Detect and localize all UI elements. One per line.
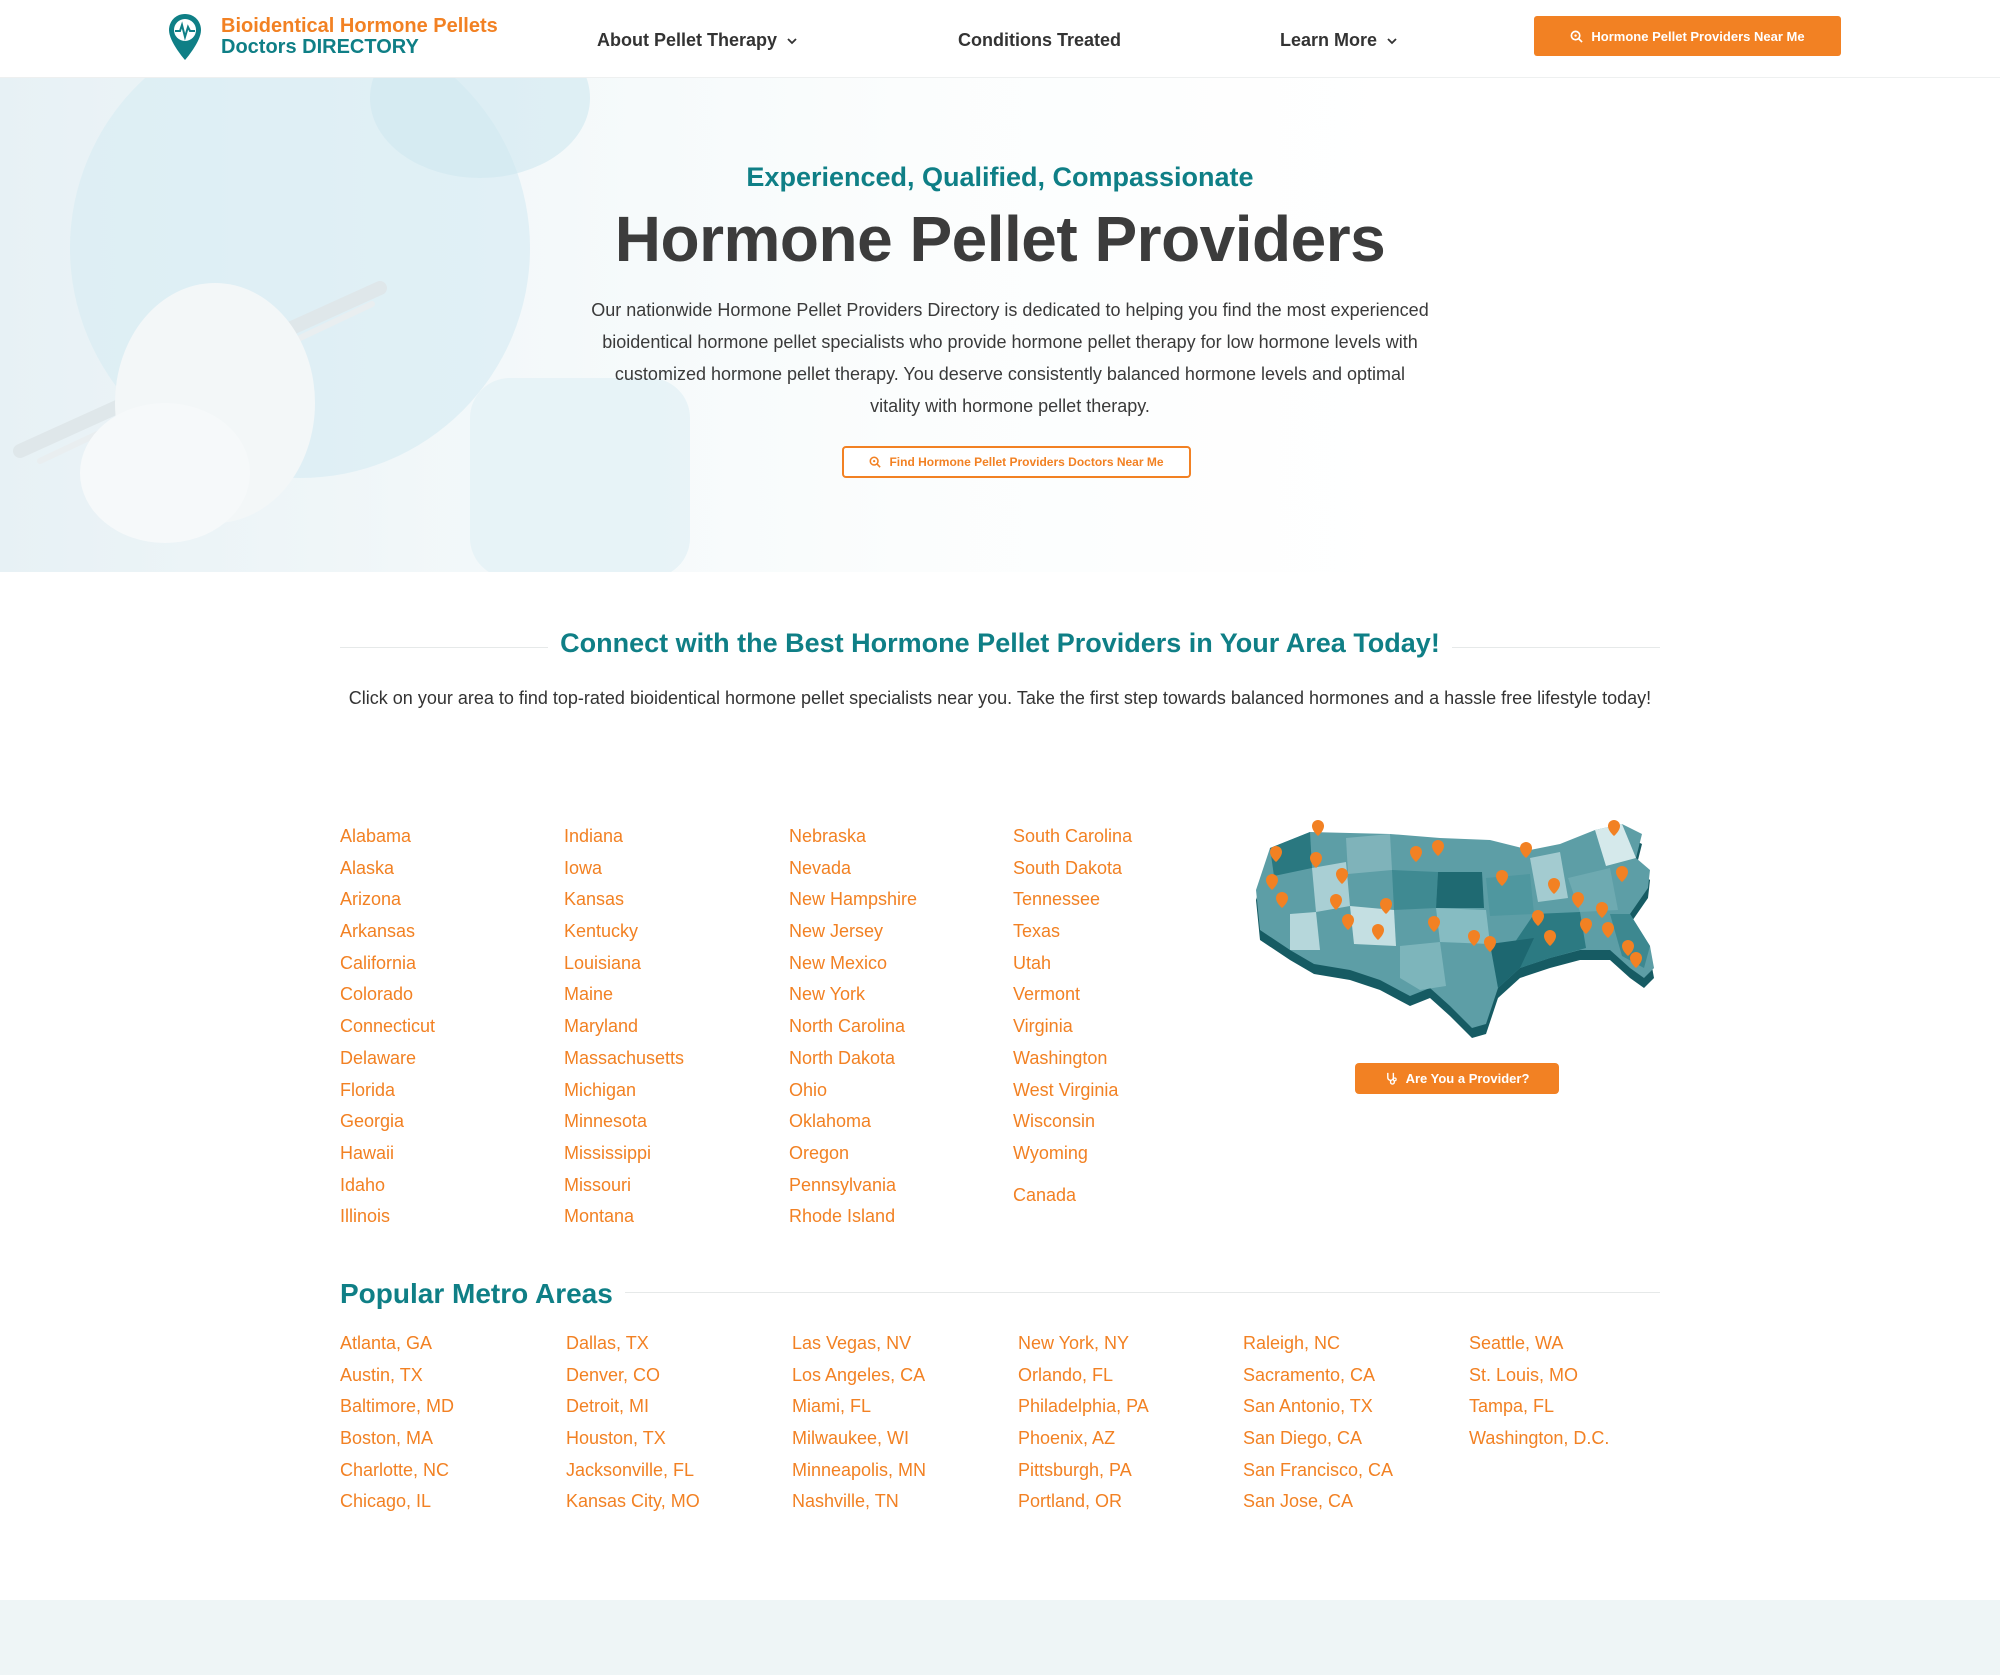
metro-link[interactable]: Orlando, FL bbox=[1018, 1364, 1114, 1385]
connect-heading-text: Connect with the Best Hormone Pellet Providers in Your Area Today! bbox=[548, 628, 1452, 658]
chevron-down-icon bbox=[786, 35, 798, 47]
state-link[interactable]: Idaho bbox=[340, 1174, 386, 1195]
state-link[interactable]: Utah bbox=[1013, 952, 1052, 973]
nav-about-label: About Pellet Therapy bbox=[597, 30, 778, 50]
state-link[interactable]: Oregon bbox=[789, 1142, 850, 1163]
hero-subtitle: Experienced, Qualified, Compassionate bbox=[746, 162, 1254, 192]
state-link[interactable]: Hawaii bbox=[340, 1142, 395, 1163]
state-link[interactable]: Maine bbox=[564, 984, 614, 1005]
state-link[interactable]: Mississippi bbox=[564, 1142, 652, 1163]
logo-line-2: Doctors DIRECTORY bbox=[221, 36, 419, 58]
footer-band bbox=[0, 1600, 2000, 1675]
metro-link[interactable]: Dallas, TX bbox=[566, 1333, 649, 1353]
metro-link[interactable]: Atlanta, GA bbox=[340, 1333, 433, 1353]
state-link[interactable]: Minnesota bbox=[564, 1111, 648, 1132]
search-icon bbox=[1570, 30, 1583, 43]
metro-link[interactable]: Chicago, IL bbox=[340, 1491, 432, 1512]
metro-list-column-2 bbox=[566, 1328, 700, 1518]
state-link[interactable]: Kansas bbox=[564, 889, 625, 910]
state-link[interactable]: New Jersey bbox=[789, 921, 884, 942]
metro-link[interactable]: Detroit, MI bbox=[566, 1396, 650, 1417]
state-link[interactable]: West Virginia bbox=[1013, 1079, 1119, 1100]
state-link[interactable]: Florida bbox=[340, 1079, 396, 1100]
state-link[interactable]: Wyoming bbox=[1013, 1142, 1088, 1163]
metro-link[interactable]: Austin, TX bbox=[340, 1364, 423, 1385]
metro-link[interactable]: Raleigh, NC bbox=[1243, 1333, 1341, 1353]
metro-link[interactable]: Baltimore, MD bbox=[340, 1396, 455, 1417]
state-link[interactable]: Missouri bbox=[564, 1174, 632, 1195]
state-link[interactable]: North Dakota bbox=[789, 1047, 896, 1068]
metro-link[interactable]: San Jose, CA bbox=[1243, 1491, 1354, 1512]
are-you-a-provider-label: Are You a Provider? bbox=[1405, 1071, 1530, 1086]
metro-heading: Popular Metro Areas bbox=[340, 1278, 625, 1310]
state-link[interactable]: Georgia bbox=[340, 1111, 405, 1132]
site-logo[interactable] bbox=[167, 12, 498, 62]
hero-section bbox=[0, 78, 2000, 572]
state-link[interactable]: New Hampshire bbox=[789, 889, 918, 910]
metro-link[interactable]: Washington, D.C. bbox=[1469, 1428, 1610, 1449]
metro-link[interactable]: New York, NY bbox=[1018, 1333, 1130, 1353]
metro-link[interactable]: Sacramento, CA bbox=[1243, 1364, 1376, 1385]
state-link[interactable]: Pennsylvania bbox=[789, 1174, 897, 1195]
state-link[interactable]: Kentucky bbox=[564, 921, 639, 942]
find-providers-label: Find Hormone Pellet Providers Doctors Near Me bbox=[889, 455, 1164, 469]
us-map-image[interactable] bbox=[1250, 818, 1670, 1046]
metro-link[interactable]: Nashville, TN bbox=[792, 1491, 899, 1512]
nav-about-pellet-therapy[interactable] bbox=[597, 30, 798, 51]
state-link[interactable]: Iowa bbox=[564, 857, 603, 878]
state-link[interactable]: Colorado bbox=[340, 984, 414, 1005]
metro-link[interactable]: Portland, OR bbox=[1018, 1491, 1123, 1512]
state-link[interactable]: Oklahoma bbox=[789, 1111, 872, 1132]
logo-line-1: Bioidentical Hormone Pellets bbox=[221, 15, 498, 37]
stethoscope-icon bbox=[1385, 1072, 1398, 1085]
metro-list-column-6 bbox=[1469, 1328, 1609, 1455]
state-link[interactable]: Arkansas bbox=[340, 921, 416, 942]
state-link[interactable]: Washington bbox=[1013, 1047, 1108, 1068]
state-link[interactable]: California bbox=[340, 952, 417, 973]
state-link[interactable]: New Mexico bbox=[789, 952, 888, 973]
metro-link[interactable]: Seattle, WA bbox=[1469, 1333, 1564, 1353]
state-link[interactable]: Wisconsin bbox=[1013, 1111, 1096, 1132]
state-link[interactable]: Vermont bbox=[1013, 984, 1081, 1005]
metro-link[interactable]: Miami, FL bbox=[792, 1396, 872, 1417]
state-link[interactable]: Connecticut bbox=[340, 1016, 436, 1037]
metro-link[interactable]: Houston, TX bbox=[566, 1428, 666, 1449]
metro-link[interactable]: Pittsburgh, PA bbox=[1018, 1459, 1132, 1480]
chevron-down-icon bbox=[1386, 35, 1398, 47]
state-link[interactable]: Massachusetts bbox=[564, 1047, 685, 1068]
logo-text bbox=[221, 16, 498, 58]
metro-link[interactable]: San Diego, CA bbox=[1243, 1428, 1363, 1449]
state-link[interactable]: Texas bbox=[1013, 921, 1061, 942]
canada-link[interactable]: Canada bbox=[1013, 1184, 1077, 1205]
providers-near-me-label: Hormone Pellet Providers Near Me bbox=[1591, 28, 1805, 44]
metro-link[interactable]: Minneapolis, MN bbox=[792, 1459, 927, 1480]
state-link[interactable]: Delaware bbox=[340, 1047, 417, 1068]
state-link[interactable]: Virginia bbox=[1013, 1016, 1073, 1037]
state-link[interactable]: Michigan bbox=[564, 1079, 637, 1100]
state-link[interactable]: Illinois bbox=[340, 1206, 391, 1227]
metro-list-column-3 bbox=[792, 1328, 926, 1518]
state-link[interactable]: Alabama bbox=[340, 826, 412, 846]
state-link[interactable]: Montana bbox=[564, 1206, 635, 1227]
are-you-a-provider-button[interactable] bbox=[1355, 1063, 1559, 1094]
find-providers-button[interactable] bbox=[842, 446, 1191, 478]
hero-description: Our nationwide Hormone Pellet Providers Directory is dedicated to helping you find the most experienced bioidentical hormone pellet specialists who provide hormone pellet therapy for low hormone levels with customized hormone pellet therapy. You deserve consistently balanced hormone levels and optimal vitality with hormone pellet therapy. bbox=[591, 300, 1429, 416]
metro-link[interactable]: Jacksonville, FL bbox=[566, 1459, 695, 1480]
metro-link[interactable]: San Antonio, TX bbox=[1243, 1396, 1373, 1417]
metro-link[interactable]: Tampa, FL bbox=[1469, 1396, 1555, 1417]
state-link[interactable]: New York bbox=[789, 984, 866, 1005]
search-icon bbox=[869, 456, 881, 468]
state-list-column-1 bbox=[340, 821, 435, 1233]
state-link[interactable]: Indiana bbox=[564, 826, 624, 846]
page-title: Hormone Pellet Providers bbox=[614, 203, 1386, 275]
state-link[interactable]: Nebraska bbox=[789, 826, 867, 846]
connect-description: Click on your area to find top-rated bioidentical hormone pellet specialists near you. Take the first step towards balanced hormones and a hassle free lifestyle today! bbox=[348, 688, 1652, 708]
state-link[interactable]: Alaska bbox=[340, 857, 395, 878]
providers-near-me-button[interactable] bbox=[1534, 16, 1841, 56]
metro-link[interactable]: St. Louis, MO bbox=[1469, 1364, 1579, 1385]
metro-link[interactable]: Phoenix, AZ bbox=[1018, 1428, 1116, 1449]
connect-heading bbox=[340, 628, 1660, 659]
state-link[interactable]: South Carolina bbox=[1013, 826, 1133, 846]
metro-link[interactable]: Los Angeles, CA bbox=[792, 1364, 926, 1385]
nav-conditions-treated[interactable] bbox=[958, 30, 1121, 51]
metro-link[interactable]: Las Vegas, NV bbox=[792, 1333, 912, 1353]
state-link[interactable]: South Dakota bbox=[1013, 857, 1123, 878]
nav-conditions-label: Conditions Treated bbox=[958, 30, 1122, 50]
map-pin-heartbeat-icon bbox=[167, 12, 203, 62]
metro-link[interactable]: Milwaukee, WI bbox=[792, 1428, 910, 1449]
state-list-column-4 bbox=[1013, 821, 1132, 1211]
metro-link[interactable]: Kansas City, MO bbox=[566, 1491, 700, 1512]
metro-link[interactable]: Philadelphia, PA bbox=[1018, 1396, 1149, 1417]
state-link[interactable]: Louisiana bbox=[564, 952, 642, 973]
metro-link[interactable]: Boston, MA bbox=[340, 1428, 434, 1449]
metro-link[interactable]: San Francisco, CA bbox=[1243, 1459, 1394, 1480]
metro-list-column-1 bbox=[340, 1328, 454, 1518]
state-link[interactable]: Rhode Island bbox=[789, 1206, 896, 1227]
metro-link[interactable]: Denver, CO bbox=[566, 1364, 661, 1385]
nav-learn-more[interactable] bbox=[1280, 30, 1398, 51]
state-link[interactable]: Tennessee bbox=[1013, 889, 1101, 910]
state-link[interactable]: Arizona bbox=[340, 889, 402, 910]
state-link[interactable]: Nevada bbox=[789, 857, 852, 878]
metro-link[interactable]: Charlotte, NC bbox=[340, 1459, 450, 1480]
metro-list-column-5 bbox=[1243, 1328, 1393, 1518]
state-link[interactable]: North Carolina bbox=[789, 1016, 906, 1037]
state-list-column-3 bbox=[789, 821, 917, 1233]
state-link[interactable]: Maryland bbox=[564, 1016, 639, 1037]
metro-list-column-4 bbox=[1018, 1328, 1149, 1518]
nav-learn-label: Learn More bbox=[1280, 30, 1378, 50]
state-link[interactable]: Ohio bbox=[789, 1079, 828, 1100]
state-list-column-2 bbox=[564, 821, 684, 1233]
site-header bbox=[0, 0, 2000, 78]
